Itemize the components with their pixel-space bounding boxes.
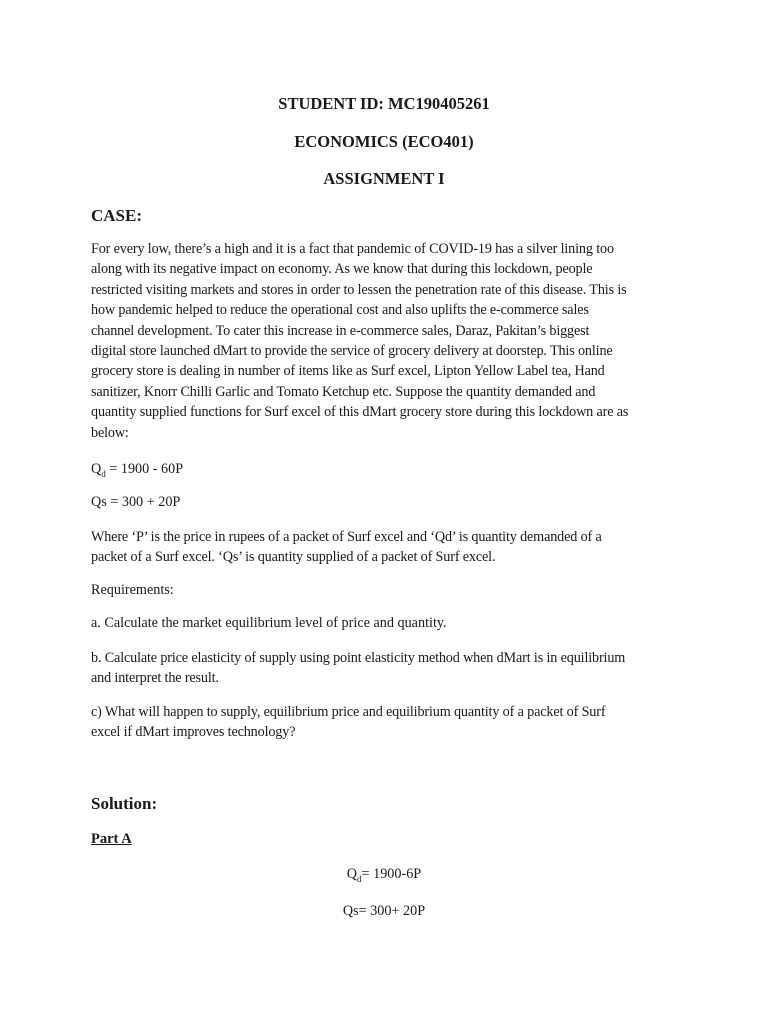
case-paragraph-line: sanitizer, Knorr Chilli Garlic and Tomato Ketchup etc. Suppose the quantity demanded and <box>91 383 596 400</box>
solution-demand-rest: = 1900-6P <box>361 866 422 882</box>
requirement-b-line: b. Calculate price elasticity of supply using point elasticity method when dMart is in equilibrium <box>91 650 626 666</box>
requirement-b-line: and interpret the result. <box>91 670 219 687</box>
case-paragraph-line: digital store launched dMart to provide the service of grocery delivery at doorstep. This online <box>91 343 613 360</box>
solution-demand-q: Q <box>346 866 358 882</box>
solution-demand-equation <box>0 866 768 883</box>
demand-equation-subscript: d <box>101 468 106 479</box>
case-heading: CASE: <box>91 206 143 225</box>
where-paragraph <box>91 527 691 568</box>
requirement-c-line: excel if dMart improves technology? <box>91 724 296 741</box>
part-a-heading: Part A <box>91 831 132 847</box>
where-line: packet of a Surf excel. ‘Qs’ is quantity supplied of a packet of Surf excel. <box>91 549 496 566</box>
assignment-title: ASSIGNMENT I <box>323 169 445 188</box>
case-paragraph-line: below: <box>91 424 129 441</box>
case-paragraph-line: channel development. To cater this increase in e-commerce sales, Daraz, Pakitan’s biggest <box>91 322 590 339</box>
requirements-label: Requirements: <box>91 582 174 598</box>
demand-equation-rest: = 1900 - 60P <box>105 461 184 477</box>
case-paragraph-line: For every low, there’s a high and it is a fact that pandemic of COVID-19 has a silver lining too <box>91 241 614 257</box>
solution-demand-subscript: d <box>357 873 362 884</box>
solution-heading: Solution: <box>91 794 158 813</box>
demand-equation-q: Q <box>91 461 102 477</box>
solution-supply-equation: Qs= 300+ 20P <box>342 903 426 919</box>
student-id-title: STUDENT ID: MC190405261 <box>278 94 490 113</box>
supply-equation: Qs = 300 + 20P <box>91 494 181 510</box>
requirement-b <box>91 648 691 689</box>
case-paragraph-line: restricted visiting markets and stores in order to lessen the penetration rate of this disease. This is <box>91 281 627 298</box>
requirement-c-line: c) What will happen to supply, equilibrium price and equilibrium quantity of a packet of Surf <box>91 704 606 720</box>
case-paragraph-line: along with its negative impact on economy. As we know that during this lockdown, people <box>91 261 593 278</box>
course-title: ECONOMICS (ECO401) <box>294 132 474 151</box>
case-paragraph <box>91 239 691 443</box>
case-paragraph-line: grocery store is dealing in number of items like as Surf excel, Lipton Yellow Label tea, Hand <box>91 363 605 380</box>
requirement-c <box>91 702 691 743</box>
where-line: Where ‘P’ is the price in rupees of a packet of Surf excel and ‘Qd’ is quantity demanded of a <box>91 529 602 545</box>
case-paragraph-line: how pandemic helped to reduce the operational cost and also uplifts the e-commerce sales <box>91 302 589 319</box>
case-paragraph-line: quantity supplied functions for Surf excel of this dMart grocery store during this lockdown are as <box>91 404 629 421</box>
demand-equation <box>91 461 183 478</box>
requirement-a: a. Calculate the market equilibrium level of price and quantity. <box>91 615 447 631</box>
